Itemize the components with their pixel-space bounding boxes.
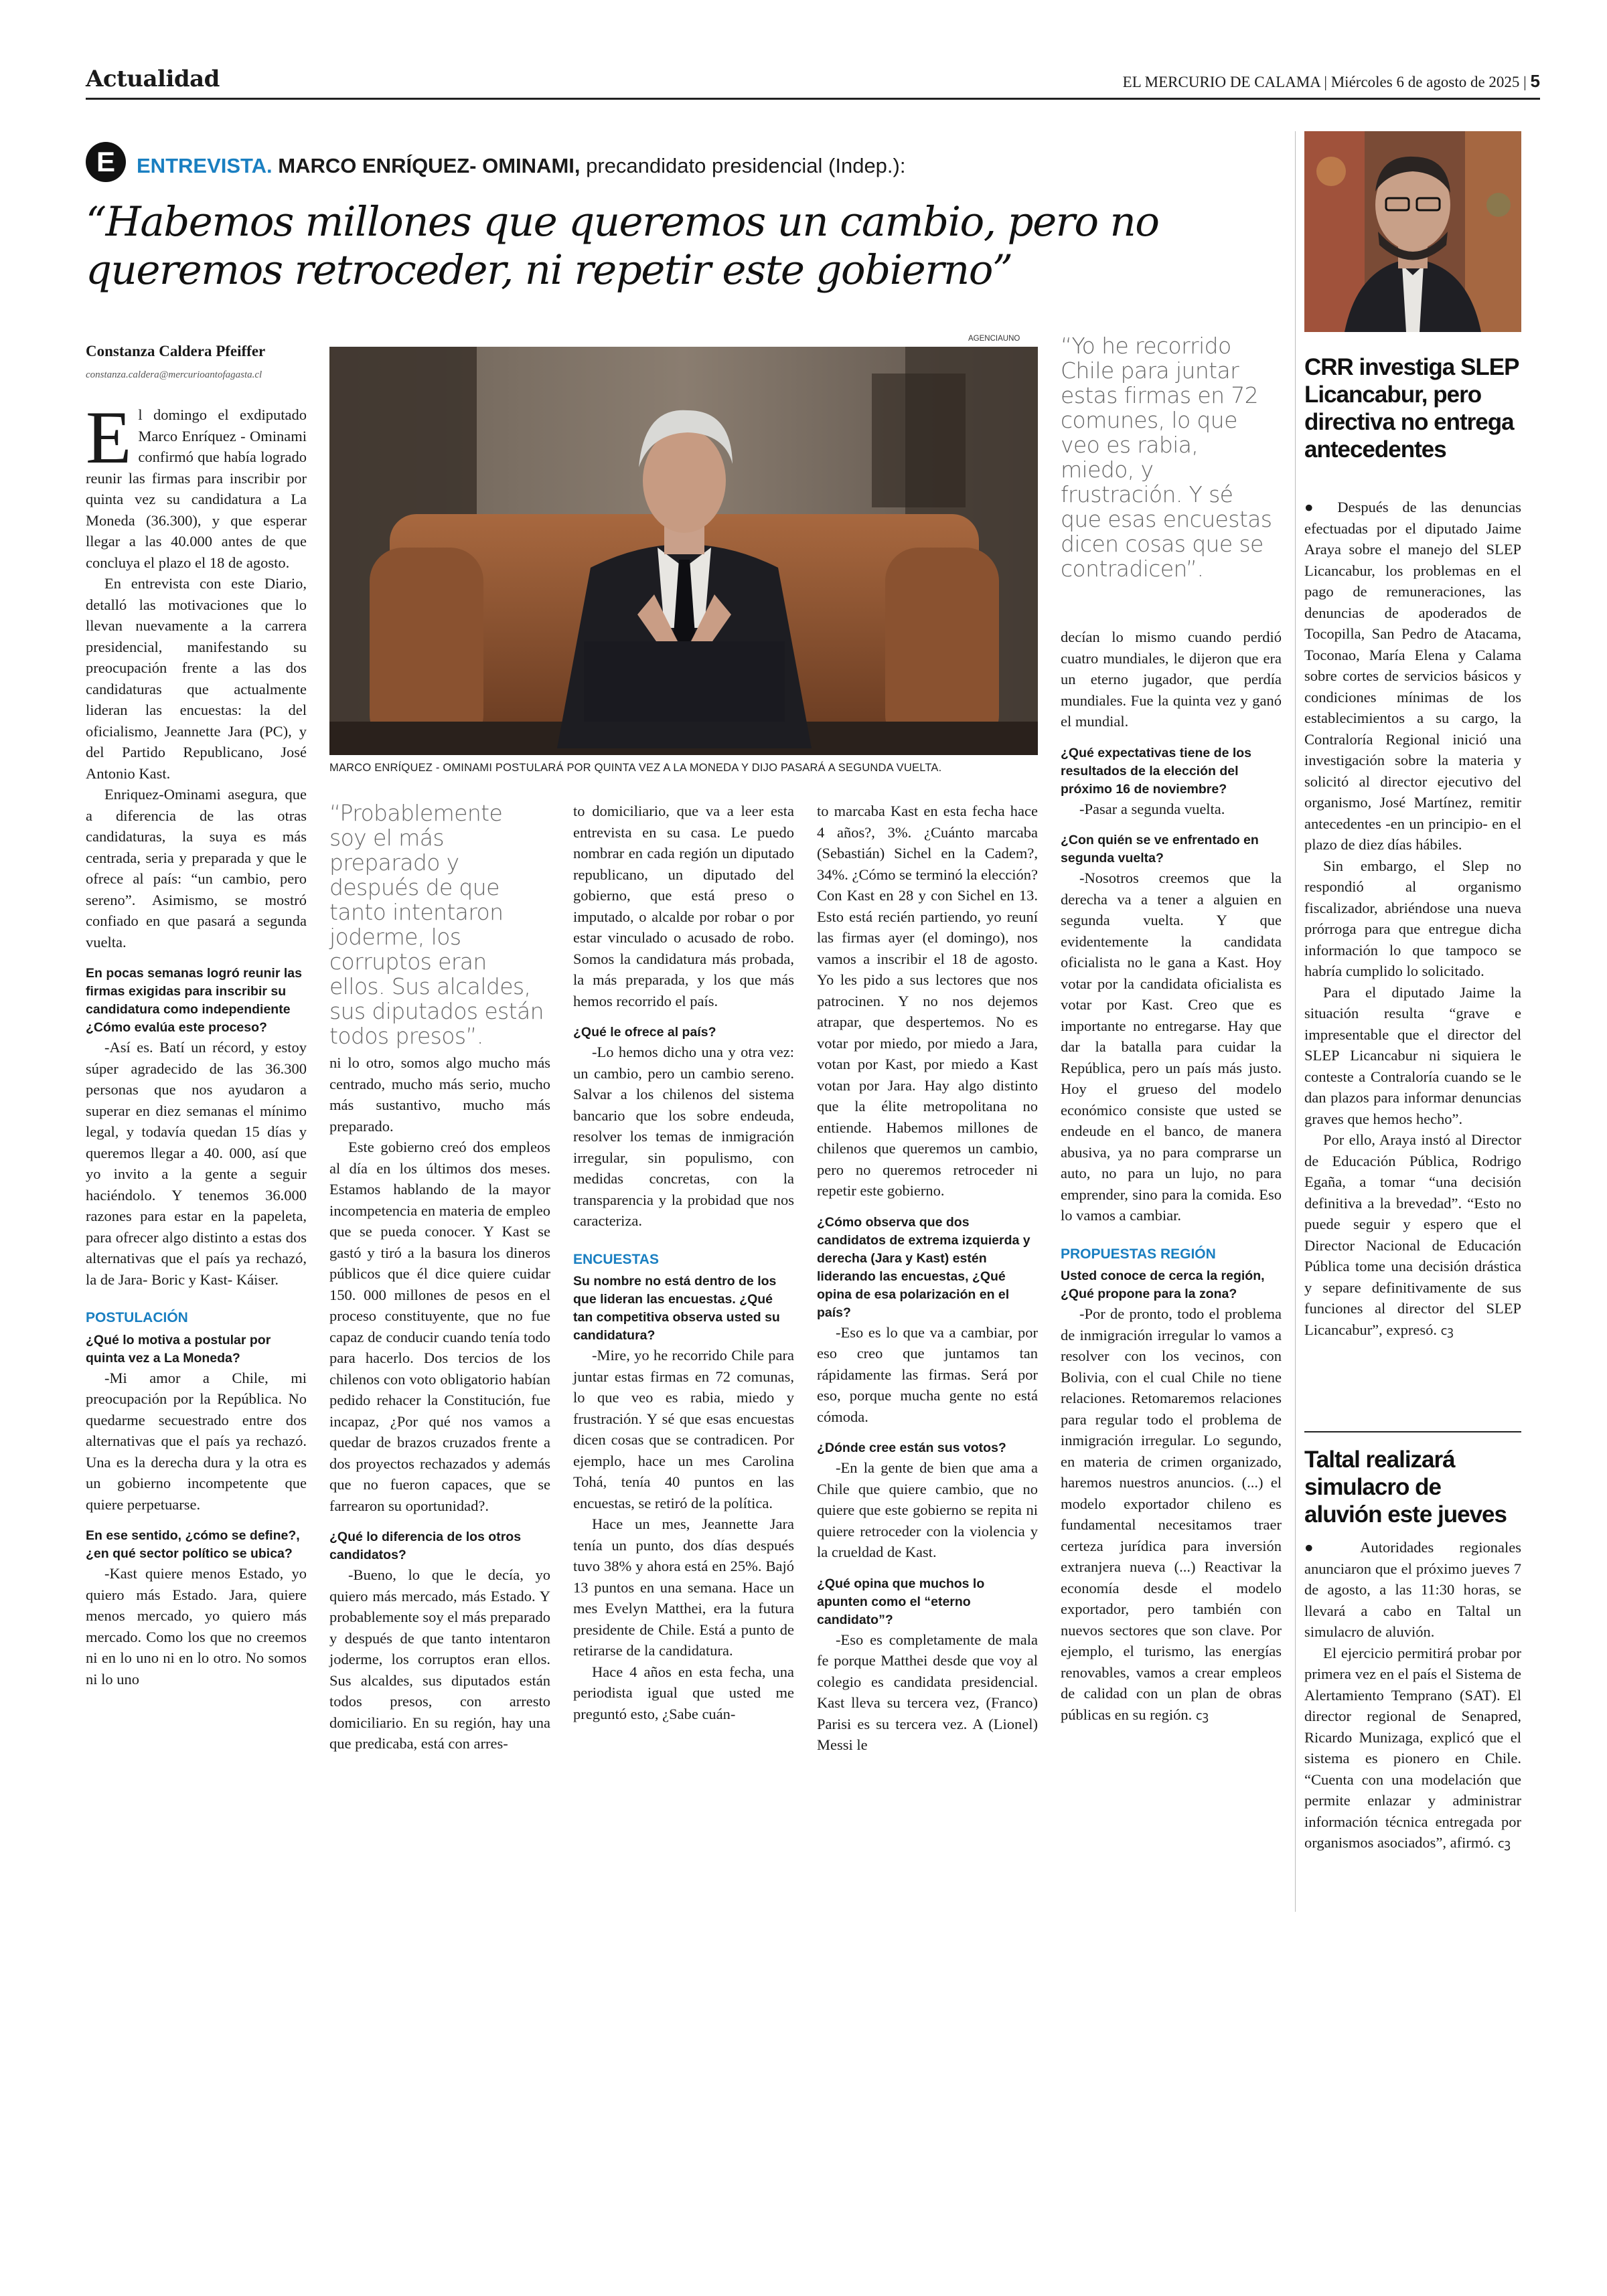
question-10: ¿Qué expectativas tiene de los resultados de la elección del próximo 16 de noviembre? <box>1061 745 1252 797</box>
answer-6: -Mire, yo he recorrido Chile para juntar estas firmas en 72 comunas, lo que veo es rabia, miedo y frustración. Y sé que esas encuestas dicen cosas que se contradicen. Por ejemplo, hace un mes Carolina Tohá, tenía 40 puntos en las encuestas, se retiró de la política. <box>573 1347 794 1511</box>
kicker-label: ENTREVISTA. <box>137 154 273 177</box>
deputy-photo-illustration <box>1304 131 1521 332</box>
photo-caption: MARCO ENRÍQUEZ - OMINAMI POSTULARÁ POR QUINTA VEZ A LA MONEDA Y DIJO PASARÁ A SEGUNDA VUELTA. <box>329 762 942 774</box>
answer-8: -En la gente de bien que ama a Chile que quiere cambio, que no quiere que este gobierno se repita ni quiere retroceder con la violencia y la crueldad de Kast. <box>817 1459 1038 1560</box>
end-mark: ᴄꝫ <box>1497 1837 1511 1851</box>
side2-p2: El ejercicio permitirá probar por primera vez en el país el Sistema de Alertamiento Temprano (SAT). El director regional de Senapred, Ricardo Munizaga, explicó que el sistema es pionero en Chile. “Cuenta con una modelación que permite enlazar y administrar información técnica entregada por organismos asociados”, afirmó. <box>1304 1644 1521 1851</box>
question-5: ¿Qué le ofrece al país? <box>573 1025 716 1040</box>
col3-continuation: to domiciliario, que va a leer esta entrevista en su casa. Le puedo nombrar en cada región un diputado republicano, un diputado del gobierno, que está preso o imputado, o alcalde por robar o por estar vinculado o acusado de robo. Somos la candidatura más probada, la más preparada, y los que más hemos recorrido el país. <box>573 803 794 1009</box>
col3-paragraph-4: Hace 4 años en esta fecha, una periodista igual que usted me preguntó esto, ¿Sabe cuán- <box>573 1663 794 1722</box>
answer-3: -Kast quiere menos Estado, yo quiero más Estado. Jara, quiere menos mercado, yo quiero más mercado. Como los que no creemos ni en lo uno ni en lo otro. No somos ni lo uno <box>86 1565 307 1688</box>
bullet-icon: ● <box>1304 499 1338 515</box>
answer-10: -Pasar a segunda vuelta. <box>1079 800 1225 817</box>
candidate-photo-illustration <box>329 347 1038 755</box>
side-story-1-headline: CRR investiga SLEP Licancabur, pero directiva no entrega antecedentes <box>1304 354 1519 463</box>
kicker-name: MARCO ENRÍQUEZ- OMINAMI, <box>278 154 581 177</box>
answer-9: -Eso es completamente de mala fe porque Matthei desde que voy al colegio es candidata presidencial. Kast lleva su tercera vez, (Franco) Parisi es su tercera vez. A (Lionel) Messi le <box>817 1631 1038 1753</box>
question-9: ¿Qué opina que muchos lo apunten como el “eterno candidato”? <box>817 1576 985 1627</box>
article-column-2 <box>329 1052 550 1754</box>
col4-continuation: to marcaba Kast en esta fecha hace 4 años?, 3%. ¿Cuánto marcaba (Sebastián) Sichel en la Cadem?, 34%. ¿Cómo se terminó la elección? Con Kast en 28 y con Sichel en 13. Esto está recién partiendo, yo reuní las firmas ayer (el domingo), nos vamos a inscribir el 18 de agosto. Yo les pido a sus lectores que nos patrocinen. Y no nos dejemos atrapar, que despertemos. No es votar por miedo, por miedo a Jara, votan por Kast, por miedo a Kast votan por Jara. Hay algo distinto que la élite metropolitana no entiende. Habemos millones de chilenos que queremos un cambio, pero no queremos retroceder ni repetir este gobierno. <box>817 803 1038 1199</box>
article-column-4 <box>817 801 1038 1756</box>
side2-p1: Autoridades regionales anunciaron que el próximo jueves 7 de agosto, a las 11:30 horas, se llevará a cabo en Taltal un simulacro de aluvión. <box>1304 1539 1521 1640</box>
side2-p2-wrapper <box>1304 1643 1521 1855</box>
folio-text: EL MERCURIO DE CALAMA | Miércoles 6 de agosto de 2025 | <box>1122 74 1527 90</box>
article-column-3 <box>573 801 794 1724</box>
side1-p4: Por ello, Araya instó al Director de Educación Pública, Rodrigo Egaña, a tomar “una decisión definitiva a la brevedad”. “Esto no puede seguir y espero que el Director Nacional de Educación Pública tome una decisión drástica y separe definitivamente de sus funciones al director del SLEP Licancabur”, expresó. <box>1304 1131 1521 1338</box>
question-8: ¿Dónde cree están sus votos? <box>817 1441 1006 1455</box>
question-11: ¿Con quién se ve enfrentado en segunda vuelta? <box>1061 833 1259 866</box>
col1-intro: l domingo el exdiputado Marco Enríquez - Ominami confirmó que había logrado reunir las firmas para inscribir por quinta vez su candidatura a La Moneda (36.300), y que esperar llegar a las 40.000 antes de que concluya el plazo el 18 de agosto. <box>86 406 307 571</box>
col1-paragraph-3: Enriquez-Ominami asegura, que a diferencia de las otras candidaturas, la suya es más centrada, seria y preparada y que le ofrece al país: “un cambio, pero sereno”. Asimismo, se mostró confiado en que pasará a segunda vuelta. <box>86 786 307 951</box>
article-column-1 <box>86 396 307 1690</box>
pull-quote-1: “Probablemente soy el más preparado y después de que tanto intentaron joderme, los corruptos eran ellos. Sus alcaldes, sus diputados están todos presos”. <box>329 800 544 1049</box>
col2-continuation: ni lo otro, somos algo mucho más centrado, mucho más serio, mucho más sustantivo, mucho más preparado. <box>329 1054 550 1135</box>
page-number: 5 <box>1530 71 1540 91</box>
byline: Constanza Caldera Pfeiffer <box>86 343 266 359</box>
question-4: ¿Qué lo diferencia de los otros candidatos? <box>329 1530 522 1562</box>
col3-paragraph-3: Hace un mes, Jeannette Jara tenía un punto, dos días después tuvo 38% y ahora está en 25%. Bajó 13 puntos en una semana. Hace un mes Evelyn Matthei, era la futura presidente de Chile. Está a punto de retirarse de la candidatura. <box>573 1515 794 1659</box>
sidebar-divider <box>1295 131 1296 1912</box>
end-mark: ᴄꝫ <box>1440 1323 1454 1338</box>
article-column-5 <box>1061 627 1282 1726</box>
answer-12 <box>1061 1303 1282 1726</box>
answer-1: -Así es. Batí un récord, y estoy súper agradecido de las 36.300 personas que nos ayudaron a superar en diez semanas el mínimo legal, y todavía quedan 15 días y queremos llegar a 40. 000, así que yo invito a la gente a seguir haciéndolo. Y tenemos 36.000 razones para estar en la papeleta, para ofrecer algo distinto a estas dos alternativas que el país ya rechazó, la de Jara- Boric y Kast- Káiser. <box>86 1039 307 1288</box>
subhead-postulacion: POSTULACIÓN <box>86 1310 188 1325</box>
answer-7: -Eso es lo que va a cambiar, por eso creo que juntamos tan rápidamente las firmas. Será por eso, porque mucha gente no está cómoda. <box>817 1323 1038 1425</box>
col1-paragraph-2: En entrevista con este Diario, detalló las motivaciones que lo llevan nuevamente a la carrera presidencial, manifestando su preocupación frente a las dos candidaturas que actualmente lideran las encuestas: la del oficialismo, Jeannette Jara (PC), y del Partido Republicano, José Antonio Kast. <box>86 575 307 782</box>
side-story-2-rule <box>1304 1431 1521 1432</box>
subhead-propuestas-region: PROPUESTAS REGIÓN <box>1061 1246 1216 1262</box>
col2-paragraph-2: Este gobierno creó dos empleos al día en los últimos dos meses. Estamos hablando de la mayor incompetencia en materia de empleo que se pueda conocer. Y Kast se gastó y tiró a la basura los dineros públicos que él dice quiere cuidar 150. 000 millones de pesos en el proceso constituyente, que no fue capaz de conducir cuando tenía todo para hacerlo. Dos tercios de los chilenos con voto obligatorio habían pedido rehacer la Constitución, fue incapaz, ¿Por qué nos vamos a quedar de brazos cruzados frente a dos proyectos rechazados y además que no fueron capaces, que se farrearon su oportunidad?. <box>329 1139 550 1514</box>
byline-email: constanza.caldera@mercurioantofagasta.cl <box>86 370 262 380</box>
side1-p3: Para el diputado Jaime la situación resulta “grave e impresentable que el director del SLEP Licancabur ni siquiera le conteste a Contraloría cuando se le dan plazos para informar denuncias graves que hemos hecho”. <box>1304 983 1521 1127</box>
bullet-icon: ● <box>1304 1539 1361 1556</box>
question-3: En ese sentido, ¿cómo se define?, ¿en qué sector político se ubica? <box>86 1528 300 1561</box>
headline: “Habemos millones que queremos un cambio, pero no queremos retroceder, ni repetir este gobierno” <box>86 198 1159 294</box>
pull-quote-2: “Yo he recorrido Chile para juntar estas firmas en 72 comunes, lo que veo es rabia, miedo, y frustración. Y sé que esas encuestas dicen cosas que se contradicen”. <box>1061 333 1272 582</box>
deputy-photo <box>1304 131 1521 332</box>
side-story-2-headline: Taltal realizará simulacro de aluvión este jueves <box>1304 1447 1507 1528</box>
answer-12-text: -Por de pronto, todo el problema de inmigración irregular lo vamos a resolver con los vecinos, con Bolivia, con el cual Chile no tiene relaciones. Retomaremos relaciones para regular todo el problema de inmigración irregular. Lo segundo, en materia de crimen organizado, haremos nuestros anuncios. (...) el modelo exportador chileno es fundamental necesitamos traer certeza jurídica para inversión extranjera nueva (...) Reactivar la economía desde el modelo exportador, pero también con nuevos sectores que son clave. Por ejemplo, el turismo, las energías renovables, vamos a crear empleos de calidad con un plan de obras públicas en su región. <box>1061 1305 1282 1723</box>
candidate-photo <box>329 347 1038 755</box>
question-7: ¿Cómo observa que dos candidatos de extrema izquierda y derecha (Jara y Kast) estén liderando las encuestas, ¿Qué opina de esa polarización en el país? <box>817 1214 1030 1320</box>
kicker <box>137 154 905 178</box>
side-story-1-body <box>1304 497 1521 1341</box>
section-title: Actualidad <box>86 66 220 92</box>
answer-2: -Mi amor a Chile, mi preocupación por la República. No quedarme secuestrado entre dos alternativas que el país ya rechazó. Una es la derecha dura y la otra es un gobierno incompetente que quiere perpetuarse. <box>86 1369 307 1513</box>
kicker-role: precandidato presidencial (Indep.): <box>586 154 906 177</box>
drop-cap: E <box>86 396 132 479</box>
end-mark: ᴄꝫ <box>1195 1708 1209 1723</box>
question-6: Su nombre no está dentro de los que lideran las encuestas. ¿Qué tan competitiva observa usted su candidatura? <box>573 1274 780 1343</box>
side-story-2-body <box>1304 1537 1521 1855</box>
question-1: En pocas semanas logró reunir las firmas exigidas para inscribir su candidatura como independiente ¿Cómo evalúa este proceso? <box>86 966 302 1035</box>
subhead-encuestas: ENCUESTAS <box>573 1251 659 1267</box>
question-2: ¿Qué lo motiva a postular por quinta vez a La Moneda? <box>86 1332 271 1366</box>
answer-4: -Bueno, lo que le decía, yo quiero más mercado, más Estado. Y probablemente soy el más preparado y después de que tanto intentaron joderme, los corruptos eran ellos. Sus alcaldes, sus diputados están todos presos, con arresto domiciliario. En su región, hay una que predicaba, está con arres- <box>329 1566 550 1752</box>
col5-continuation: decían lo mismo cuando perdió cuatro mundiales, le dijeron que era un eterno jugador, que perdía mundiales. Fue la quinta vez y ganó el mundial. <box>1061 629 1282 730</box>
folio <box>1123 71 1540 92</box>
answer-5: -Lo hemos dicho una y otra vez: un cambio, pero un cambio sereno. Salvar a los chilenos del sistema bancario que los sobre endeuda, resolver los temas de inmigración irregular, sin populismo, con medidas concretas, con la transparencia y la probidad que nos caracteriza. <box>573 1044 794 1229</box>
question-12: Usted conoce de cerca la región, ¿Qué propone para la zona? <box>1061 1268 1265 1301</box>
side1-p4-wrapper <box>1304 1129 1521 1341</box>
side1-p2: Sin embargo, el Slep no respondió al organismo fiscalizador, abriéndose una nueva prórroga para que entregue dicha información lo que tampoco se habría cumplido lo solicitado. <box>1304 857 1521 979</box>
interview-badge: E <box>86 142 126 182</box>
photo-credit: AGENCIAUNO <box>968 335 1020 343</box>
answer-11: -Nosotros creemos que la derecha va a tener a alguien en segunda vuelta. Y que evidentemente la candidata oficialista no le gana a Kast. Hoy votar por la candidata oficialista es votar por Kast. Creo que es importante no entregarse. Hay que dar la batalla para cuidar la República, pero un país más justo. Hoy el grueso del modelo económico consiste que usted se endeude en el banco, de manera abusiva, ya no para comprarse un auto, no para un lujo, no para emprender, sino para la comida. Eso lo vamos a cambiar. <box>1061 870 1282 1224</box>
header-rule <box>86 98 1540 100</box>
side1-p1: Después de las denuncias efectuadas por el diputado Jaime Araya sobre el manejo del SLEP Licancabur, los problemas en el pago de remuneraciones, las denuncias de apoderados de Tocopilla, San Pedro de Atacama, Toconao, María Elena y Calama sobre cortes de servicios básicos y condiciones mínimas de los establecimientos a su cargo, la Contraloría Regional inició una investigación sobre la materia y solicitó al director ejecutivo del organismo, José Martínez, remitir antecedentes -en un principio- en el plazo de diez días hábiles. <box>1304 499 1521 853</box>
